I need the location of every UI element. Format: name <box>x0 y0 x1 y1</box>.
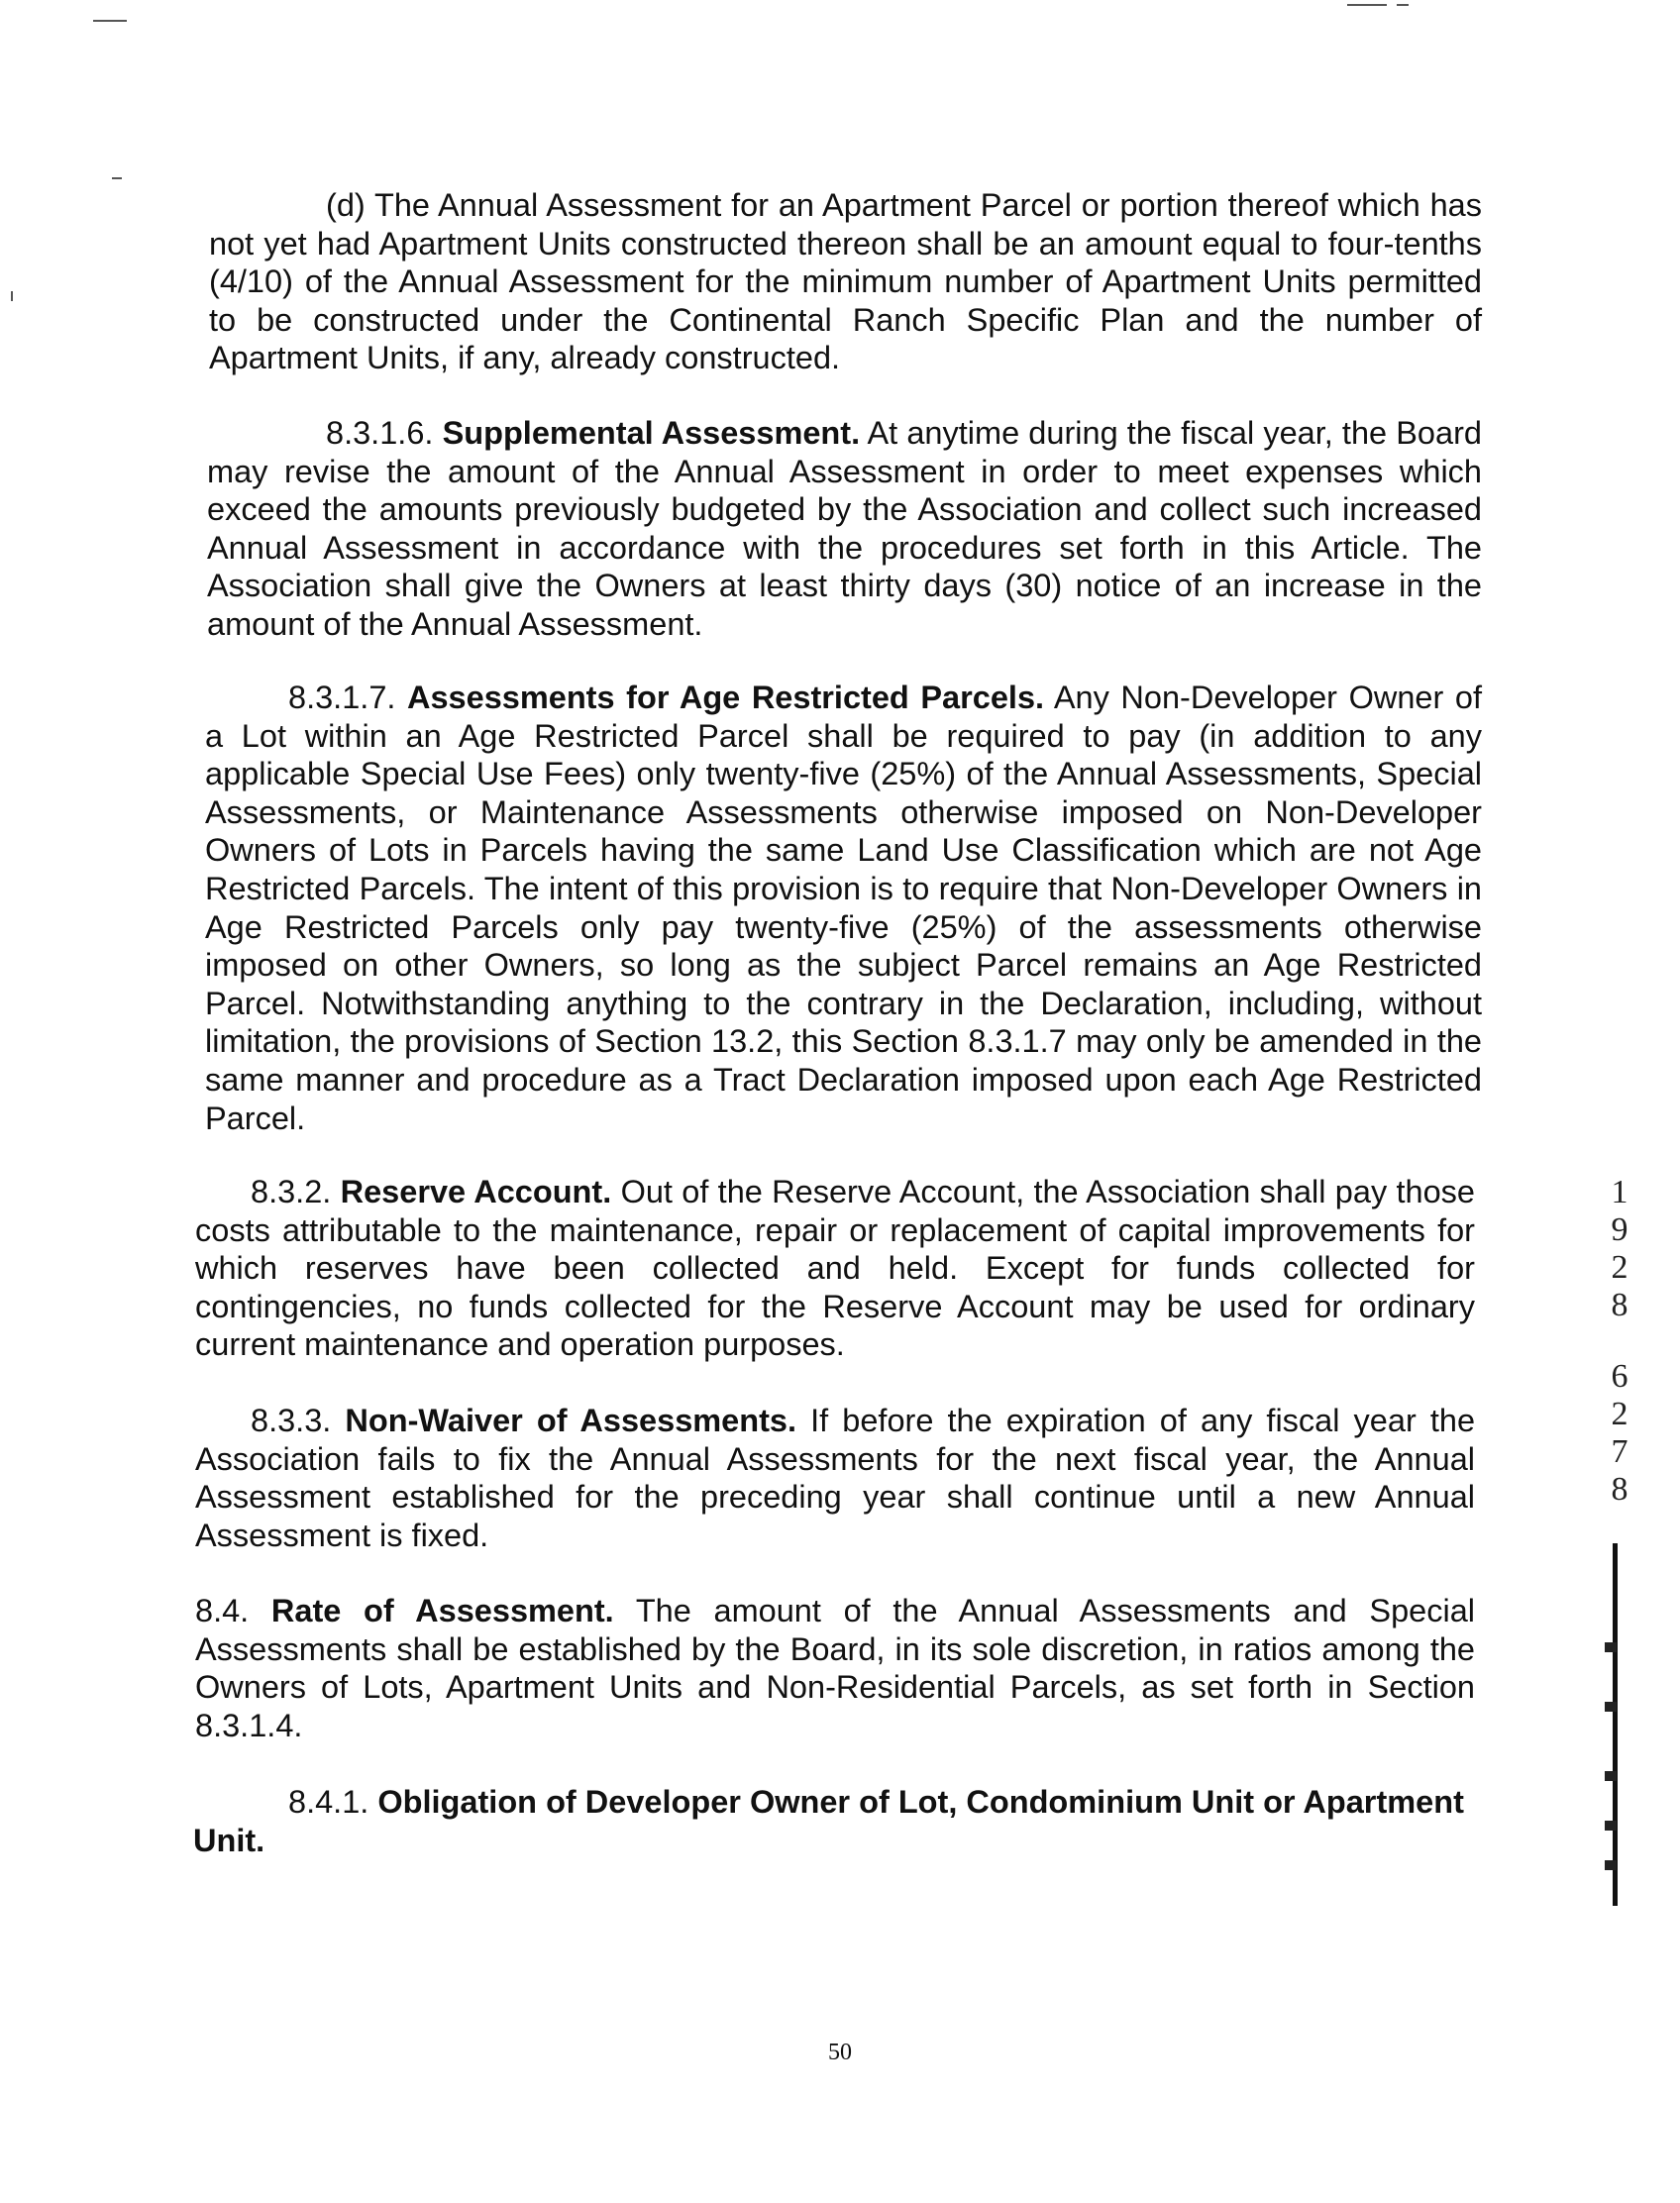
recording-digit: 7 <box>1611 1433 1628 1470</box>
section-heading: Supplemental Assessment. <box>442 415 861 451</box>
section-heading: Rate of Assessment. <box>270 1593 614 1628</box>
section-8-4 <box>195 1592 1475 1744</box>
section-heading: Reserve Account. <box>340 1174 612 1209</box>
recording-digit: 8 <box>1611 1287 1628 1323</box>
recording-digit: 2 <box>1611 1396 1628 1432</box>
section-heading: Assessments for Age Restricted Parcels. <box>407 680 1045 715</box>
section-8-3-3 <box>195 1402 1475 1554</box>
section-number: 8.3.1.6. <box>326 415 434 451</box>
recording-digit: 1 <box>1611 1174 1628 1210</box>
recording-digit: 9 <box>1611 1211 1628 1248</box>
page-number: 50 <box>828 2040 852 2065</box>
section-body: If before the expiration of any fiscal year the Association fails to fix the Annual Assessments for the next fiscal year, the Annual Assessment established for the preceding year shall continue until a new Annual Assessment is fixed. <box>195 1403 1476 1553</box>
barcode-tick <box>1605 1821 1617 1831</box>
section-8-3-1-7 <box>205 679 1482 1137</box>
recording-digit: 2 <box>1611 1249 1628 1286</box>
section-number: 8.3.1.7. <box>288 680 396 715</box>
recording-digit: 6 <box>1611 1358 1628 1395</box>
scan-artifact <box>112 177 122 179</box>
section-number: 8.3.3. <box>251 1403 332 1438</box>
paragraph-d <box>209 186 1482 377</box>
section-heading: Non-Waiver of Assessments. <box>345 1403 797 1438</box>
section-8-4-1 <box>193 1783 1473 1859</box>
section-8-3-2 <box>195 1173 1475 1364</box>
barcode-tick <box>1605 1642 1617 1652</box>
scan-artifact <box>11 291 13 301</box>
barcode-tick <box>1605 1771 1617 1781</box>
barcode-tick <box>1605 1702 1617 1712</box>
recording-digit: 8 <box>1611 1471 1628 1508</box>
section-body: Out of the Reserve Account, the Association shall pay those costs attributable to the maintenance, repair or replacement of capital improvements for which reserves have been collected and held. Except for funds collected for contingencies, no funds collected for the Reserve Account may be used for ordinary current maintenance and operation purposes. <box>195 1174 1475 1363</box>
section-body: The amount of the Annual Assessments and Special Assessments shall be established by the Board, in its sole discretion, in ratios among the Owners of Lots, Apartment Units and Non-Residential Parcels, as set forth in Section 8.3.1.4. <box>195 1593 1475 1743</box>
section-number: 8.3.2. <box>251 1174 332 1209</box>
barcode-bar <box>1613 1543 1618 1906</box>
scan-artifact <box>1397 4 1409 6</box>
recording-number <box>1603 1174 1636 1509</box>
paragraph-d-text: (d) The Annual Assessment for an Apartment Parcel or portion thereof which has not yet had Apartment Units constructed thereon shall be an amount equal to four-tenths (4/10) of the Annual Assessment for the minimum number of Apartment Units permitted to be constructed under the Continental Ranch Specific Plan and the number of Apartment Units, if any, already constructed. <box>209 187 1482 376</box>
section-body: Any Non-Developer Owner of a Lot within an Age Restricted Parcel shall be required to pay (in addition to any applicable Special Use Fees) only twenty-five (25%) of the Annual Assessments, Special Assessments, or Maintenance Assessments otherwise imposed on Non-Developer Owners of Lots in Parcels having the same Land Use Classification which are not Age Restricted Parcels. The intent of this provision is to require that Non-Developer Owners in Age Restricted Parcels only pay twenty-five (25%) of the assessments otherwise imposed on other Owners, so long as the subject Parcel remains an Age Restricted Parcel. Notwithstanding anything to the contrary in the Declaration, including, without limitation, the provisions of Section 13.2, this Section 8.3.1.7 may only be amended in the same manner and procedure as a Tract Declaration imposed upon each Age Restricted Parcel. <box>205 680 1482 1136</box>
section-number: 8.4. <box>195 1593 250 1628</box>
section-body: At anytime during the fiscal year, the Board may revise the amount of the Annual Assessment in order to meet expenses which exceed the amounts previously budgeted by the Association and collect such increased Annual Assessment in accordance with the procedures set forth in this Article. The Association shall give the Owners at least thirty days (30) notice of an increase in the amount of the Annual Assessment. <box>207 415 1482 642</box>
scan-artifact <box>1347 4 1387 6</box>
section-heading: Obligation of Developer Owner of Lot, Condominium Unit or Apartment Unit. <box>193 1784 1464 1858</box>
section-8-3-1-6 <box>207 414 1482 644</box>
section-number: 8.4.1. <box>288 1784 369 1820</box>
scan-artifact <box>93 20 127 22</box>
barcode-tick <box>1605 1860 1617 1870</box>
